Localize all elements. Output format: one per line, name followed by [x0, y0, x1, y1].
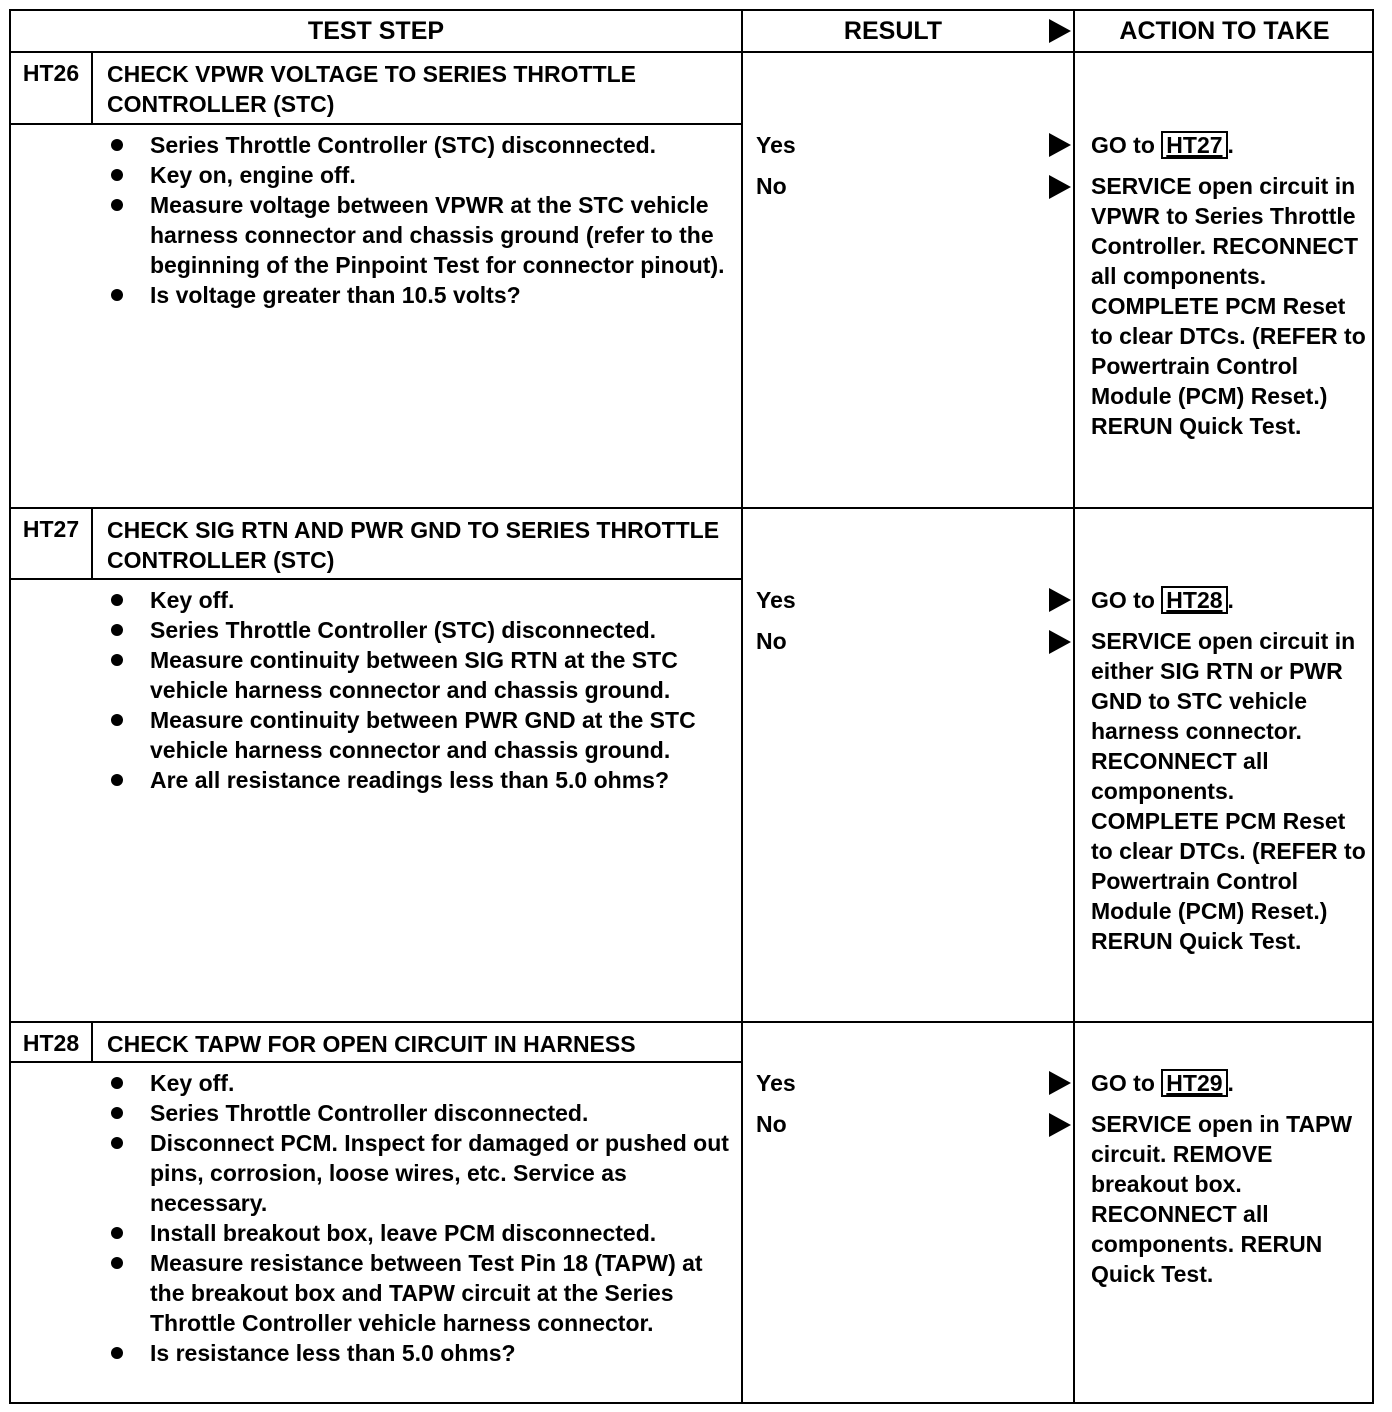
bullet-item: Series Throttle Controller disconnected. [107, 1098, 737, 1128]
step-title: CHECK SIG RTN AND PWR GND TO SERIES THROTTLE CONTROLLER (STC) [107, 517, 720, 573]
bullet-icon [111, 1137, 123, 1149]
bullet-icon [111, 1227, 123, 1239]
no-arrow-icon [1049, 630, 1071, 654]
bullet-question: Are all resistance readings less than 5.0 ohms? [107, 765, 737, 795]
action-yes: GO to HT29 . [1091, 1070, 1234, 1096]
step-title: CHECK TAPW FOR OPEN CIRCUIT IN HARNESS [107, 1031, 636, 1057]
bullet-item: Measure voltage between VPWR at the STC vehicle harness connector and chassis ground (refer to the beginning of the Pinpoint Test for connector pinout). [107, 190, 737, 280]
bullet-icon [111, 1077, 123, 1089]
header-test-step: TEST STEP [307, 16, 445, 45]
goto-link[interactable]: HT27 [1161, 131, 1227, 159]
bullet-icon [111, 774, 123, 786]
yes-arrow-icon [1049, 133, 1071, 157]
bullet-icon [111, 654, 123, 666]
bullet-item: Key off. [107, 585, 737, 615]
goto-link[interactable]: HT28 [1161, 586, 1227, 614]
step-ht28 [11, 1023, 1374, 1404]
step-ht27 [11, 509, 1374, 1021]
step-title-row [11, 1023, 741, 1063]
result-no: No [756, 173, 787, 199]
step-id: HT27 [11, 509, 93, 578]
bullet-icon [111, 1257, 123, 1269]
step-id: HT28 [11, 1023, 93, 1061]
action-yes: GO to HT27 . [1091, 132, 1234, 158]
no-arrow-icon [1049, 175, 1071, 199]
bullet-icon [111, 199, 123, 211]
bullet-question: Is resistance less than 5.0 ohms? [107, 1338, 737, 1368]
step-title-row [11, 53, 741, 125]
bullet-icon [111, 1347, 123, 1359]
action-no: SERVICE open circuit in either SIG RTN or PWR GND to STC vehicle harness connector. RECONNECT all components. COMPLETE PCM Reset to clear DTCs. (REFER to Powertrain Control Module (PCM) Reset.) RERUN Quick Test. [1091, 628, 1366, 954]
no-arrow-icon [1049, 1113, 1071, 1137]
bullet-item: Measure continuity between SIG RTN at the STC vehicle harness connector and chassis ground. [107, 645, 737, 705]
bullet-icon [111, 139, 123, 151]
action-no: SERVICE open in TAPW circuit. REMOVE breakout box. RECONNECT all components. RERUN Quick Test. [1091, 1111, 1353, 1287]
step-bullets [107, 130, 737, 310]
bullet-icon [111, 169, 123, 181]
step-ht26 [11, 53, 1374, 507]
bullet-icon [111, 594, 123, 606]
bullet-item: Series Throttle Controller (STC) disconnected. [107, 615, 737, 645]
yes-arrow-icon [1049, 588, 1071, 612]
bullet-icon [111, 714, 123, 726]
action-no: SERVICE open circuit in VPWR to Series Throttle Controller. RECONNECT all components. COMPLETE PCM Reset to clear DTCs. (REFER to Powertrain Control Module (PCM) Reset.) RERUN Quick Test. [1091, 173, 1366, 439]
header-arrow-icon [1049, 19, 1071, 43]
result-yes: Yes [756, 1070, 796, 1096]
header-result: RESULT [843, 16, 943, 45]
step-id: HT26 [11, 53, 93, 123]
step-bullets [107, 585, 737, 795]
result-yes: Yes [756, 132, 796, 158]
result-yes: Yes [756, 587, 796, 613]
bullet-item: Disconnect PCM. Inspect for damaged or pushed out pins, corrosion, loose wires, etc. Service as necessary. [107, 1128, 737, 1218]
bullet-item: Key off. [107, 1068, 737, 1098]
bullet-icon [111, 289, 123, 301]
bullet-question: Is voltage greater than 10.5 volts? [107, 280, 737, 310]
bullet-item: Series Throttle Controller (STC) disconnected. [107, 130, 737, 160]
result-no: No [756, 628, 787, 654]
bullet-item: Key on, engine off. [107, 160, 737, 190]
diagnostic-table [9, 9, 1374, 1404]
action-yes: GO to HT28 . [1091, 587, 1234, 613]
goto-link[interactable]: HT29 [1161, 1069, 1227, 1097]
bullet-item: Measure resistance between Test Pin 18 (TAPW) at the breakout box and TAPW circuit at the Series Throttle Controller vehicle harness connector. [107, 1248, 737, 1338]
bullet-item: Install breakout box, leave PCM disconnected. [107, 1218, 737, 1248]
step-title: CHECK VPWR VOLTAGE TO SERIES THROTTLE CONTROLLER (STC) [107, 61, 637, 117]
step-title-row [11, 509, 741, 580]
step-bullets [107, 1068, 737, 1368]
header-action: ACTION TO TAKE [1119, 16, 1330, 45]
result-no: No [756, 1111, 787, 1137]
bullet-icon [111, 1107, 123, 1119]
bullet-icon [111, 624, 123, 636]
yes-arrow-icon [1049, 1071, 1071, 1095]
bullet-item: Measure continuity between PWR GND at the STC vehicle harness connector and chassis ground. [107, 705, 737, 765]
